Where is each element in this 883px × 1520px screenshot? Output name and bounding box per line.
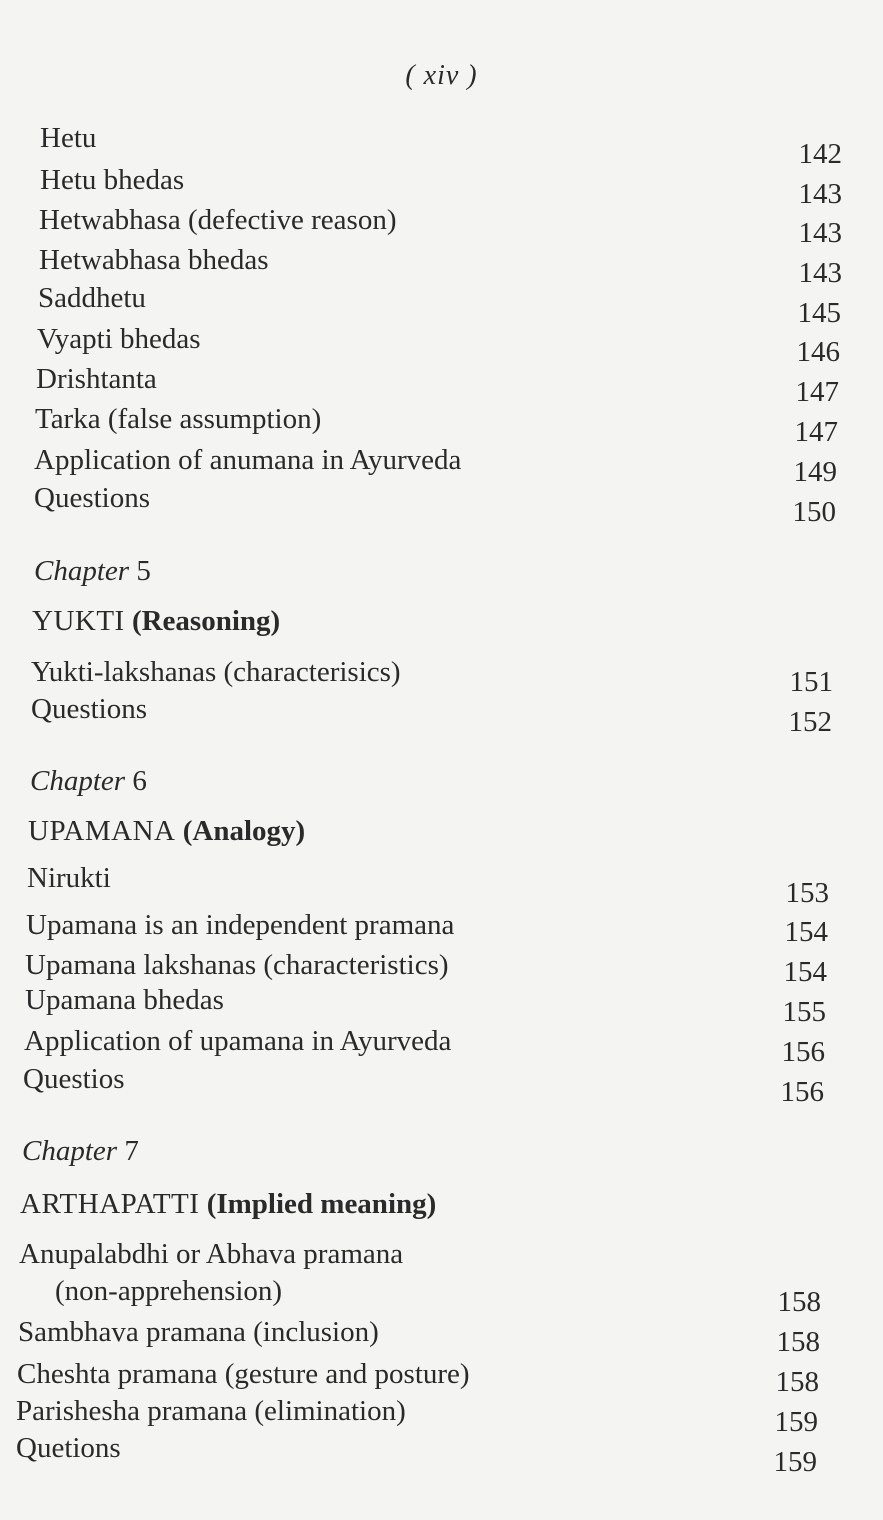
toc-page-number: 159 xyxy=(774,1406,818,1438)
chapter-title: YUKTI xyxy=(32,605,125,637)
toc-entry-application-anumana: Application of anumana in Ayurveda xyxy=(34,444,462,476)
chapter-word: Chapter xyxy=(30,765,126,797)
toc-entry-upamana-independent: Upamana is an independent pramana xyxy=(26,909,455,941)
chapter-label xyxy=(22,1137,139,1166)
toc-entry-nirukti: Nirukti xyxy=(27,862,111,894)
toc-page-number: 158 xyxy=(777,1286,821,1318)
toc-page-number: 147 xyxy=(794,416,838,448)
chapter-title: ARTHAPATTI xyxy=(20,1188,200,1220)
toc-entry-yukti-lakshanas: Yukti-lakshanas (characterisics) xyxy=(31,656,401,688)
chapter-number: 6 xyxy=(132,765,147,797)
toc-page-number: 143 xyxy=(798,217,842,249)
toc-page-number: 152 xyxy=(788,706,832,738)
chapter-word: Chapter xyxy=(34,555,130,587)
toc-entry-questions: Questions xyxy=(34,482,150,514)
toc-entry-hetwabhasa-bhedas: Hetwabhasa bhedas xyxy=(39,244,269,276)
toc-page-number: 158 xyxy=(775,1366,819,1398)
toc-entry-vyapti-bhedas: Vyapti bhedas xyxy=(37,323,201,355)
chapter-label xyxy=(30,767,147,796)
toc-page-number: 147 xyxy=(795,376,839,408)
toc-page-number: 142 xyxy=(798,138,842,170)
toc-entry-upamana-lakshanas: Upamana lakshanas (characteristics) xyxy=(25,949,449,981)
toc-entry-quetions: Quetions xyxy=(16,1432,121,1464)
toc-page-number: 158 xyxy=(776,1326,820,1358)
toc-page-number: 151 xyxy=(789,666,833,698)
toc-entry-upamana-bhedas: Upamana bhedas xyxy=(25,984,224,1016)
toc-page-number: 143 xyxy=(798,178,842,210)
chapter-subtitle: (Implied meaning) xyxy=(206,1188,437,1220)
chapter-heading xyxy=(28,817,305,846)
toc-entry-application-upamana: Application of upamana in Ayurveda xyxy=(24,1025,452,1057)
toc-entry-cheshta: Cheshta pramana (gesture and posture) xyxy=(17,1358,470,1390)
toc-entry-hetu-bhedas: Hetu bhedas xyxy=(40,164,185,196)
toc-entry-questios: Questios xyxy=(23,1063,125,1095)
chapter-heading xyxy=(20,1190,436,1219)
chapter-subtitle: (Analogy) xyxy=(182,815,306,847)
toc-page-number: 150 xyxy=(792,496,836,528)
chapter-word: Chapter xyxy=(22,1135,118,1167)
toc-page-number: 145 xyxy=(797,297,841,329)
chapter-label xyxy=(34,557,151,586)
chapter-title: UPAMANA xyxy=(28,815,176,847)
toc-entry-questions: Questions xyxy=(31,693,147,725)
page-folio: ( xiv ) xyxy=(405,60,478,91)
toc-page-number: 149 xyxy=(793,456,837,488)
chapter-number: 7 xyxy=(124,1135,139,1167)
toc-page-number: 154 xyxy=(784,916,828,948)
chapter-number: 5 xyxy=(136,555,151,587)
toc-page-number: 146 xyxy=(796,336,840,368)
toc-page-number: 143 xyxy=(798,257,842,289)
toc-entry-hetwabhasa: Hetwabhasa (defective reason) xyxy=(39,204,397,236)
toc-page-number: 153 xyxy=(785,877,829,909)
toc-entry-drishtanta: Drishtanta xyxy=(36,363,157,395)
toc-entry-hetu: Hetu xyxy=(40,122,97,154)
toc-entry-saddhetu: Saddhetu xyxy=(38,282,146,314)
toc-entry-parishesha: Parishesha pramana (elimination) xyxy=(16,1395,406,1427)
toc-page-number: 155 xyxy=(782,996,826,1028)
toc-entry-anupalabdhi: Anupalabdhi or Abhava pramana xyxy=(19,1238,404,1270)
toc-page-number: 154 xyxy=(783,956,827,988)
toc-page-number: 159 xyxy=(773,1446,817,1478)
toc-entry-anupalabdhi-continued: (non-apprehension) xyxy=(55,1275,283,1307)
toc-page-number: 156 xyxy=(780,1076,824,1108)
toc-entry-sambhava: Sambhava pramana (inclusion) xyxy=(18,1316,379,1348)
toc-entry-tarka: Tarka (false assumption) xyxy=(35,403,322,435)
chapter-heading xyxy=(32,607,280,636)
toc-page-number: 156 xyxy=(781,1036,825,1068)
chapter-subtitle: (Reasoning) xyxy=(131,605,281,637)
